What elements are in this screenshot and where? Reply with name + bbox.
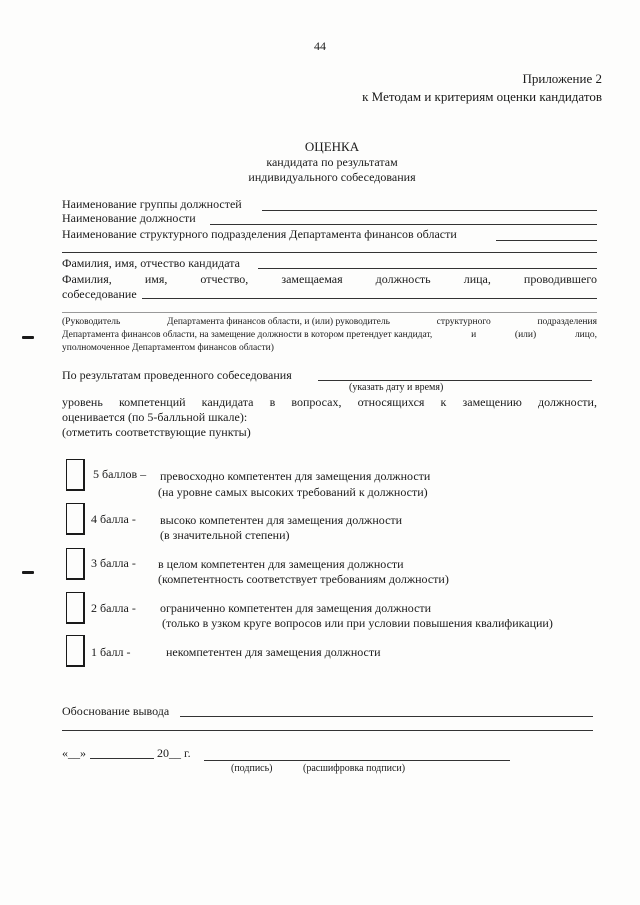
conclusion-line-1[interactable]: [180, 716, 593, 717]
margin-mark: [22, 336, 34, 339]
results-word: замещению: [462, 395, 522, 409]
note-word: структурного: [436, 317, 491, 327]
results-word: уровень: [62, 395, 103, 409]
conclusion-label: Обоснование вывода: [62, 704, 170, 718]
rating-3-description: в целом компетентен для замещения должности: [158, 557, 404, 571]
appendix-reference: к Методам и критериям оценки кандидатов: [362, 89, 602, 104]
results-date-line[interactable]: [318, 380, 592, 381]
note-word: (Руководитель: [62, 317, 121, 327]
date-month-line[interactable]: [90, 758, 154, 759]
document-title: ОЦЕНКА: [304, 139, 360, 154]
interviewer-word: замещаемая: [281, 272, 343, 286]
results-word: в: [269, 395, 276, 409]
interviewer-word: проводившего: [523, 272, 597, 286]
note-line-3: уполномоченное Департаментом финансов области): [62, 343, 274, 353]
results-word: компетенций: [118, 395, 186, 409]
interviewer-word: лица,: [463, 272, 491, 286]
appendix-label: Приложение 2: [522, 71, 602, 86]
note-word: и: [471, 330, 477, 340]
rating-5-checkbox[interactable]: [66, 459, 85, 491]
results-word: к: [440, 395, 447, 409]
signature-line[interactable]: [204, 760, 510, 761]
results-label: По результатам проведенного собеседования: [62, 368, 292, 382]
field-line-interviewer[interactable]: [142, 298, 597, 299]
rating-1-checkbox[interactable]: [66, 635, 85, 667]
field-line-interviewer-continued[interactable]: [62, 312, 597, 313]
field-line-unit-continued[interactable]: [62, 252, 597, 253]
date-year: 20__ г.: [157, 746, 191, 760]
rating-5-detail: (на уровне самых высоких требований к должности): [158, 485, 428, 499]
signature-decode-hint: (расшифровка подписи): [303, 763, 406, 774]
rating-4-score: 4 балла -: [91, 512, 136, 526]
rating-3-score: 3 балла -: [91, 556, 136, 570]
field-label-unit: Наименование структурного подразделения Департамента финансов области: [62, 227, 457, 241]
results-word: должности,: [538, 395, 597, 409]
document-subtitle-2: индивидуального собеседования: [248, 170, 416, 184]
rating-4-description: высоко компетентен для замещения должности: [160, 513, 403, 527]
rating-2-detail: (только в узком круге вопросов или при условии повышения квалификации): [162, 616, 553, 630]
field-label-interview: собеседование: [62, 287, 137, 301]
field-label-candidate: Фамилия, имя, отчество кандидата: [62, 256, 240, 270]
interviewer-word: должность: [375, 272, 431, 286]
field-line-position[interactable]: [210, 224, 597, 225]
date-day: «__»: [62, 746, 86, 760]
rating-1-score: 1 балл -: [91, 645, 131, 659]
interviewer-word: Фамилия,: [62, 272, 112, 286]
page-number: 44: [314, 39, 326, 53]
note-line-1: [62, 318, 597, 328]
field-line-candidate[interactable]: [258, 268, 597, 269]
results-line-3: (отметить соответствующие пункты): [62, 425, 251, 439]
document-subtitle-1: кандидата по результатам: [266, 155, 398, 169]
results-word: вопросах,: [291, 395, 342, 409]
rating-3-checkbox[interactable]: [66, 548, 85, 580]
rating-2-score: 2 балла -: [91, 601, 136, 615]
field-label-group: Наименование группы должностей: [62, 197, 242, 211]
note-word: (или): [514, 330, 537, 340]
interviewer-word: отчество,: [200, 272, 249, 286]
field-label-interviewer: [62, 273, 597, 285]
conclusion-line-2[interactable]: [62, 730, 593, 731]
field-line-group[interactable]: [262, 210, 597, 211]
signature-hint: (подпись): [231, 763, 273, 774]
field-line-unit[interactable]: [496, 240, 597, 241]
field-label-position: Наименование должности: [62, 211, 196, 225]
results-line-1: [62, 396, 597, 408]
results-date-hint: (указать дату и время): [349, 382, 444, 393]
rating-1-description: некомпетентен для замещения должности: [166, 645, 381, 659]
rating-4-detail: (в значительной степени): [160, 528, 290, 542]
results-word: кандидата: [201, 395, 254, 409]
rating-5-score: 5 баллов –: [93, 467, 147, 481]
note-word: лицо,: [574, 330, 597, 340]
results-word: относящихся: [357, 395, 425, 409]
rating-2-description: ограниченно компетентен для замещения должности: [160, 601, 432, 615]
rating-3-detail: (компетентность соответствует требованиям должности): [158, 572, 449, 586]
note-line-2: [62, 331, 597, 341]
interviewer-word: имя,: [144, 272, 168, 286]
note-word: Департамента финансов области, на замещение должности в котором претендует кандидат,: [62, 330, 433, 340]
results-line-2: оценивается (по 5-балльной шкале):: [62, 410, 248, 424]
rating-5-description: превосходно компетентен для замещения должности: [160, 469, 431, 483]
note-word: подразделения: [537, 317, 597, 327]
rating-2-checkbox[interactable]: [66, 592, 85, 624]
margin-mark: [22, 571, 34, 574]
rating-4-checkbox[interactable]: [66, 503, 85, 535]
note-word: Департамента финансов области, и (или) руководитель: [167, 317, 390, 327]
